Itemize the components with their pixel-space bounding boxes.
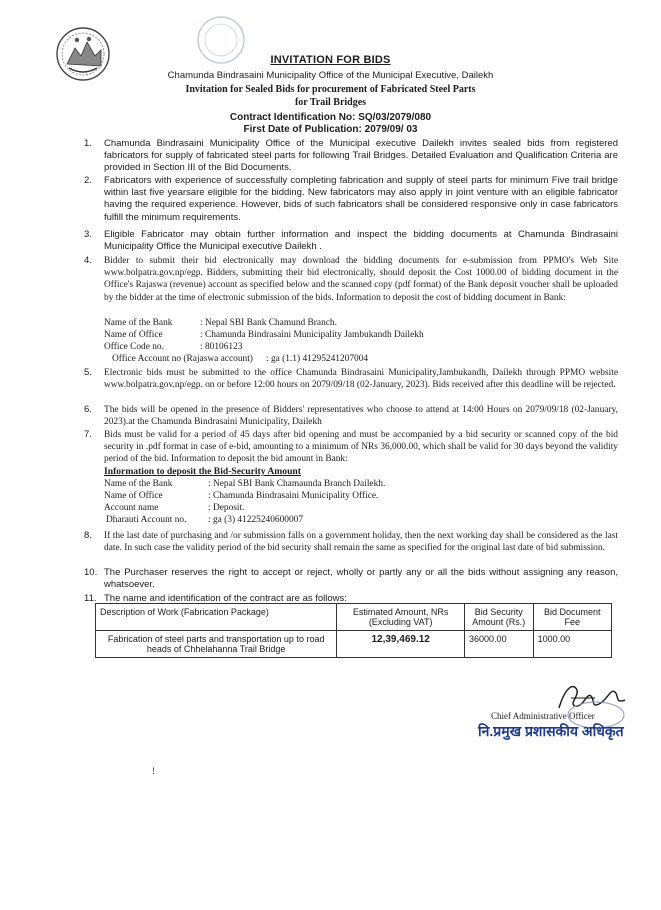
header-estimate: Estimated Amount, NRs (Excluding VAT) [337, 604, 465, 631]
bank-row-value: : Chamunda Bindrasaini Municipality Jambukandh Dailekh [200, 330, 424, 340]
header-fee: Bid Document Fee [533, 604, 611, 631]
bank-row-value: : 80106123 [200, 342, 243, 352]
header-description: Description of Work (Fabrication Package) [96, 604, 337, 631]
contract-table [95, 603, 612, 658]
item-number: 2. [84, 175, 92, 186]
bank-row-value: : Nepal SBI Bank Chamund Branch. [200, 318, 337, 328]
bank-row-label: Office Code no. [104, 342, 164, 352]
item-number: 1. [84, 138, 92, 149]
item-text: The bids will be opened in the presence of Bidders' representatives who choose to attend at 14:00 Hours on 2079/09/18 (02-January, 2023).at the Chamunda Bindrasaini Municipality, Dailekh [104, 405, 618, 428]
bank-row-label: Name of the Bank [104, 318, 173, 328]
cell-fee: 1000.00 [533, 631, 611, 658]
item-number: 7. [84, 429, 92, 440]
first-publication-date: First Date of Publication: 2079/09/ 03 [243, 124, 418, 135]
bank-row-value: : ga (3) 41225240600007 [208, 515, 304, 525]
item-number: 3. [84, 229, 92, 240]
subtitle-line-1: Invitation for Sealed Bids for procurement of Fabricated Steel Parts [185, 84, 476, 95]
bank-row-label: Name of Office [104, 330, 163, 340]
bank-row [104, 318, 337, 329]
organization-line: Chamunda Bindrasaini Municipality Office of the Municipal Executive, Dailekh [167, 70, 494, 81]
bank-row-label: Name of Office [104, 491, 163, 501]
item-number: 11. [84, 593, 97, 604]
signatory-title-nepali: नि.प्रमुख प्रशासकीय अधिकृत [478, 723, 624, 739]
bank-row [104, 479, 385, 490]
item-text: Electronic bids must be submitted to the office Chamunda Bindrasaini Municipality,Jambukandh, Dailekh through PPMO website www.bolpatra.gov.np/egp. on or before 12:00 hours on 2079/09/18 (02-January, 2023). Bids received after this deadline will be rejected. [104, 368, 618, 391]
bank-row-label: Name of the Bank [104, 479, 173, 489]
item-text: Eligible Fabricator may obtain further information and inspect the bidding documents at Chamunda Bindrasaini Municipality Office the Municipal executive Dailekh . [104, 229, 618, 253]
stray-mark: ! [152, 766, 155, 776]
bank-row-value: : ga (1.1) 41295241207004 [266, 354, 369, 364]
table-row [96, 631, 612, 658]
item-number: 6. [84, 404, 92, 415]
bank-row [104, 330, 424, 341]
header-security: Bid Security Amount (Rs.) [465, 604, 534, 631]
item-text: Fabricators with experience of successfully completing fabrication and supply of steel parts for minimum Five trail bridge within last five yearsare eligible for the bidding. New fabricators may also apply in joint venture with an eligible fabricator having the required experience. However, bids of such fabricators shall be considered responsive only in case fabricators fulfill the minimum requirements. [104, 175, 618, 223]
bank-row [112, 354, 368, 365]
bank-row [104, 342, 242, 353]
bank-row-label: Dharauti Account no. [106, 515, 187, 525]
bank-row-label: Account name [104, 503, 159, 513]
bid-security-heading: Information to deposit the Bid-Security Amount [104, 466, 301, 477]
page-title: INVITATION FOR BIDS [270, 54, 391, 66]
bank-row-value: : Deposit. [208, 503, 245, 513]
contract-identification: Contract Identification No: SQ/03/2079/080 [229, 112, 432, 123]
item-text: The name and identification of the contract are as follows: [104, 593, 347, 604]
item-number: 8. [84, 530, 92, 541]
bank-row-value: : Nepal SBI Bank Chamaunda Branch Dailekh. [208, 479, 386, 489]
cell-estimate: 12,39,469.12 [337, 631, 465, 658]
bank-row [104, 503, 244, 514]
bank-row [104, 491, 378, 502]
item-number: 10. [84, 567, 98, 578]
signatory-title: Chief Administrative Officer [491, 711, 595, 721]
bank-row-label: Office Account no (Rajaswa account) [112, 354, 253, 364]
subtitle-line-2: for Trail Bridges [294, 97, 367, 108]
item-text: Chamunda Bindrasaini Municipality Office of the Municipal executive Dailekh invites sealed bids from registered fabricators for supply of fabricated steel parts for following Trail Bridges. Detailed Evaluation and Qualification Criteria are provided in Section III of the Bid Documents. [104, 138, 618, 174]
cell-security: 36000.00 [465, 631, 534, 658]
item-number: 5. [84, 367, 92, 378]
item-text: Bids must be valid for a period of 45 days after bid opening and must be accompanied by a bid security or scanned copy of the bid security in .pdf format in case of e-bid, amounting to a minimum of NRs 36,000.00, which shall be valid for 30 days beyond the validity period of the bid. Information to deposit the bid amount in Bank: [104, 430, 618, 465]
item-number: 4. [84, 255, 92, 266]
item-text: The Purchaser reserves the right to accept or reject, wholly or partly any or all the bids without assigning any reason, whatsoever. [104, 567, 618, 591]
item-text: Bidder to submit their bid electronically may download the bidding documents for e-submission from PPMO's Web Site www.bolpatra.gov.np/egp. Bidders, submitting their bid electronically, should deposit the Cost 1000.00 of bidding document in the Office's Rajaswa (revenue) account as specified below and the scanned copy (pdf format) of the Bank deposit voucher shall be uploaded by the bidder at the time of electronic submission of the bids. Information to deposit the cost of bidding document in Bank: [104, 256, 618, 303]
item-text: If the last date of purchasing and /or submission falls on a government holiday, then the next working day shall be considered as the last date. In such case the validity period of the bid security shall remain the same as specified for the original last date of bid submission. [104, 531, 618, 554]
bank-row-value: : Chamunda Bindrasaini Municipality Office. [208, 491, 379, 501]
cell-description: Fabrication of steel parts and transportation up to road heads of Chhelahanna Trail Bridge [96, 631, 337, 658]
bank-row [106, 515, 303, 526]
table-header-row [96, 604, 612, 631]
